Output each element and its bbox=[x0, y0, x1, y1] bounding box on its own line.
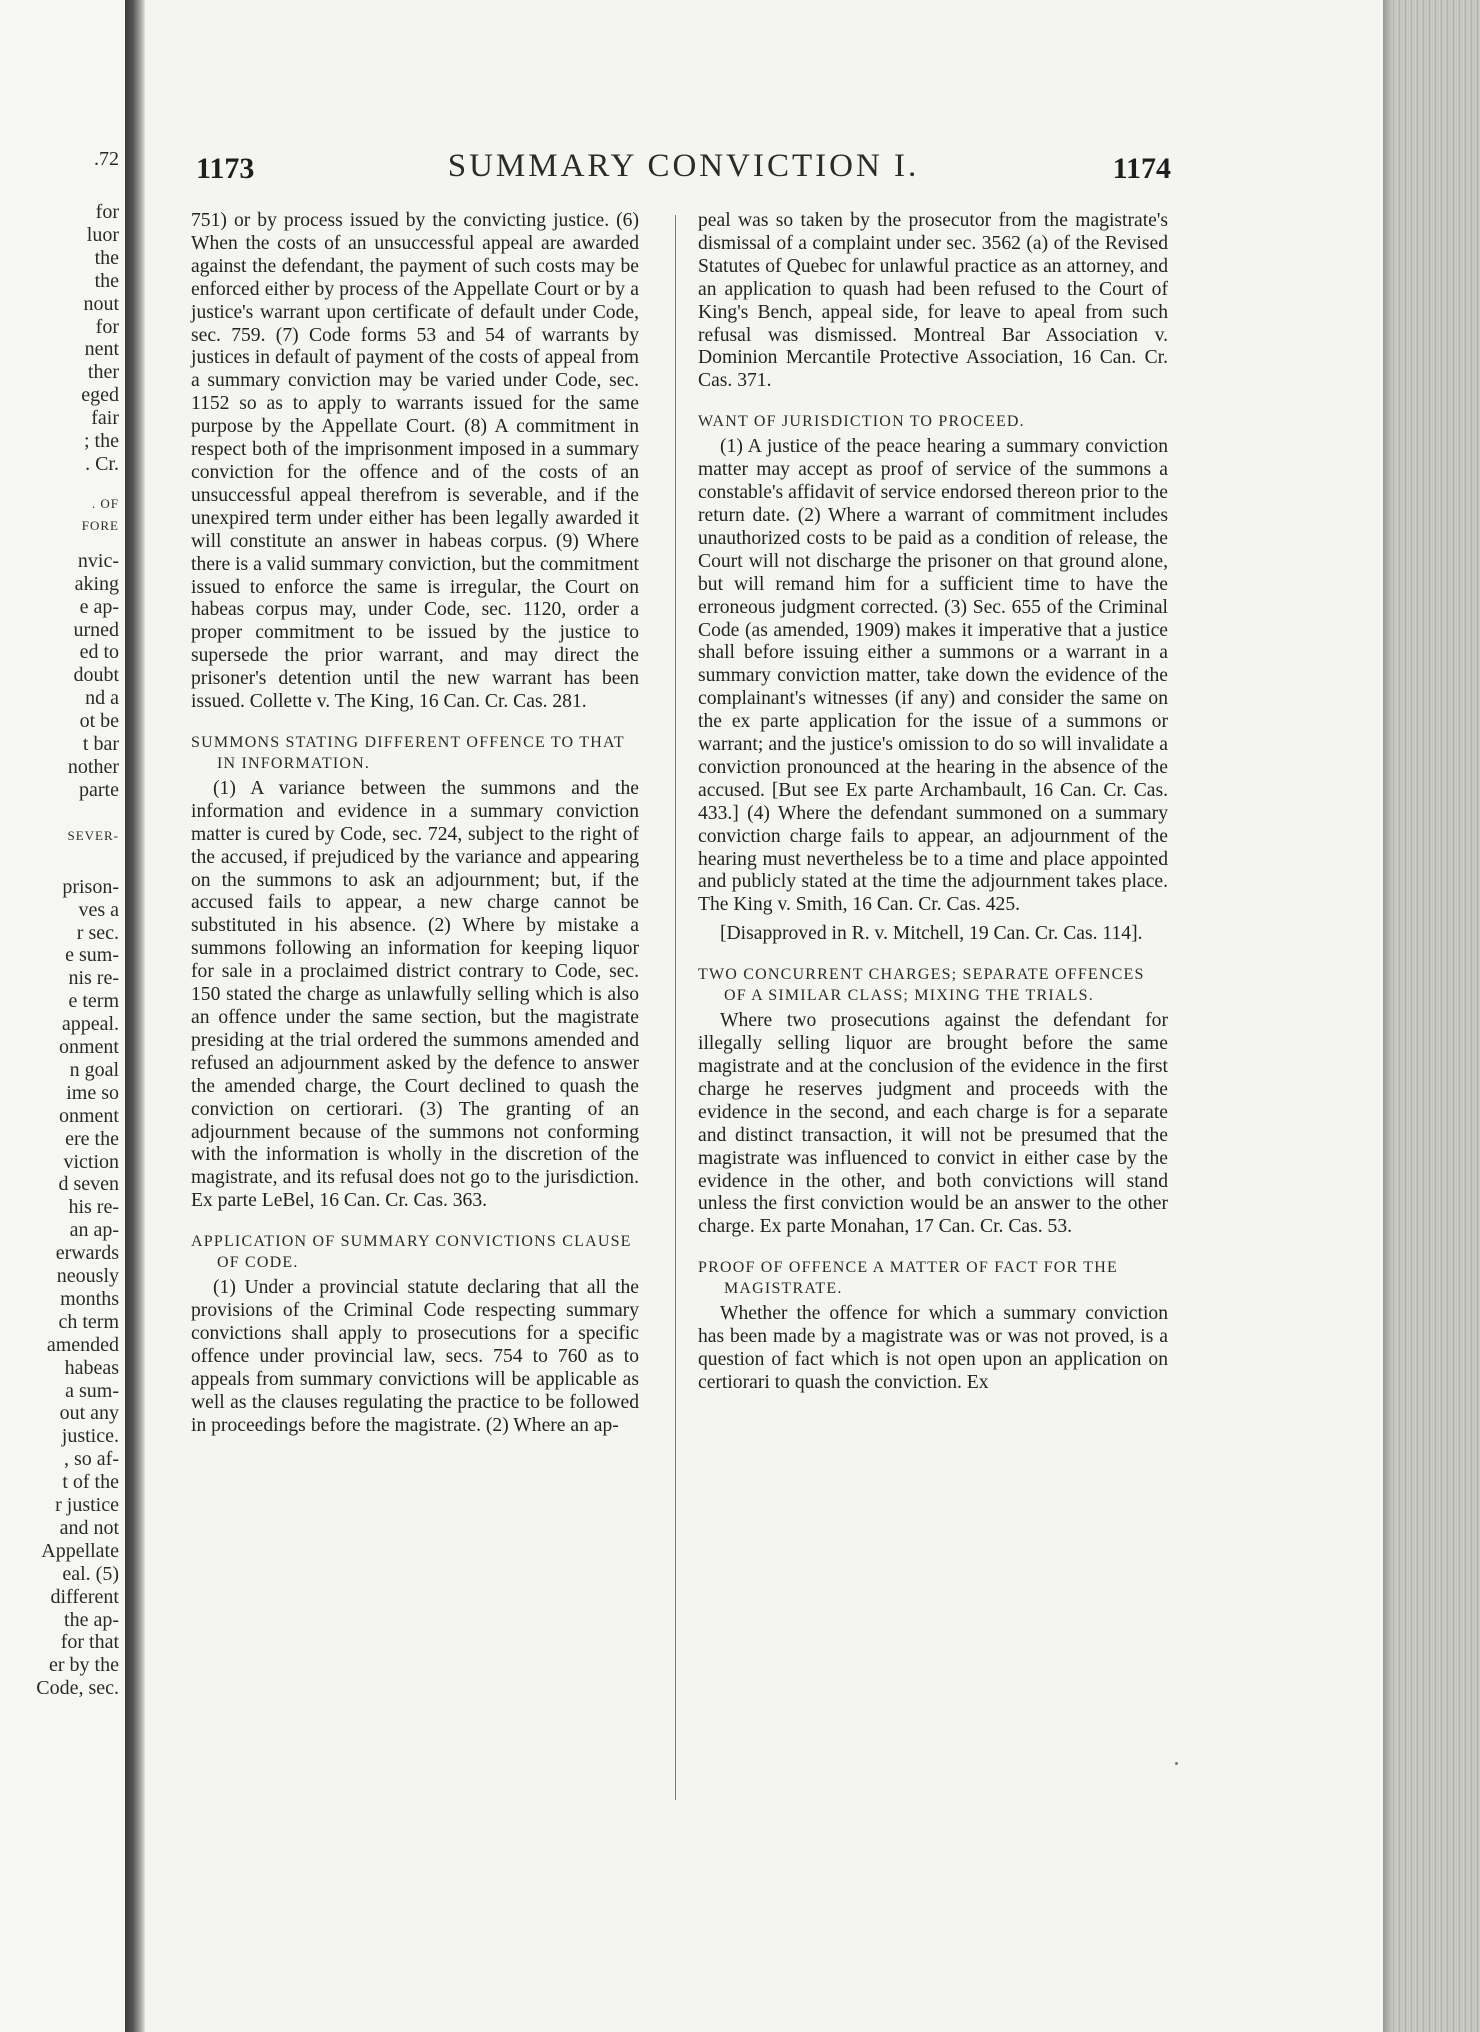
section-heading: APPLICATION OF SUMMARY CONVICTIONS CLAUSE OF CODE. bbox=[191, 1233, 632, 1272]
prev-page-fragment: .72 bbox=[94, 148, 119, 170]
page-number-right: 1174 bbox=[1112, 152, 1171, 185]
prev-page-fragment: nent bbox=[84, 338, 119, 361]
paragraph: (1) Under a provincial statute declaring that all the provisions of the Criminal Code respecting summary convictions shall apply to prosecutions for a specific offence under provincial law, secs. 754 to 760 as to appeals from summary convictions will be applicable as well as the clauses regulating the practice to be followed in proceedings before the magistrate. (2) Where an ap- bbox=[191, 1277, 639, 1436]
prev-page-fragment: his re- bbox=[68, 1196, 119, 1219]
paragraph: (1) A justice of the peace hearing a summary conviction matter may accept as proof of service of the summons a constable's affidavit of service endorsed thereon prior to the return date. (2) Where a warrant of commitment includes unauthorized costs to be paid as a condition of release, the Court will not discharge the prisoner on that ground alone, but will remand him for a sufficient time to have the erroneous judgment corrected. (3) Sec. 655 of the Criminal Code (as amended, 1909) makes it imperative that a justice shall before issuing either a summons or a warrant in a summary conviction matter, take down the evidence of the complainant's witnesses (if any) and consider the same on the ex parte application for the issue of a summons or warrant; and the justice's omission to do so will invalidate a conviction pronounced at the hearing in the absence of the accused. [But see Ex parte Archambault, 16 Can. Cr. Cas. 433.] (4) Where the defendant summoned on a summary conviction charge fails to appear, an adjournment of the hearing must nevertheless be to a time and place appointed and publicly stated at the time the adjournment takes place. The King v. Smith, 16 Can. Cr. Cas. 425. bbox=[698, 436, 1168, 916]
paragraph: (1) A variance between the summons and the information and evidence in a summary conviction matter is cured by Code, sec. 724, subject to the right of the accused, if prejudiced by the variance and appearing on the summons to ask an adjournment; but, if the accused fails to appear, a new charge cannot be substituted in his absence. (2) Where by mistake a summons following an information for keeping liquor for sale in a proclaimed district contrary to Code, sec. 150 stated the charge as unlawfully selling which is also an offence under the same section, but the magistrate presiding at the trial ordered the summons amended and refused an adjournment asked by the defence to answer the amended charge, the Court declined to quash the conviction on certiorari. (3) The granting of an adjournment because of the summons not conforming with the information is wholly in the discretion of the magistrate, and its refusal does not go to the jurisdiction. Ex parte LeBel, 16 Can. Cr. Cas. 363. bbox=[191, 777, 639, 1212]
prev-page-fragment: erwards bbox=[55, 1242, 119, 1265]
prev-page-fragment: d seven bbox=[58, 1173, 119, 1196]
prev-page-fragment: habeas bbox=[64, 1356, 119, 1379]
prev-page-fragment: er by the bbox=[49, 1654, 119, 1677]
prev-page-fragment: e ap- bbox=[79, 595, 119, 618]
page-number-left: 1173 bbox=[196, 152, 255, 185]
column-divider bbox=[675, 215, 676, 1800]
prev-page-fragment: ves a bbox=[78, 898, 119, 921]
prev-page-fragment: , so af- bbox=[64, 1448, 119, 1471]
prev-page-fragment: different bbox=[50, 1585, 119, 1608]
prev-page-fragment: the bbox=[94, 246, 119, 269]
prev-page-fragment: luor bbox=[86, 223, 119, 246]
prev-page-fragment: Code, sec. bbox=[36, 1677, 119, 1700]
prev-page-fragment: the ap- bbox=[64, 1608, 119, 1631]
paragraph: Where two prosecutions against the defendant for illegally selling liquor are brought before the same magistrate and at the conclusion of the evidence in the first charge he reserves judgment and proceeds with the evidence in the second, and each charge is for a separate and distinct transaction, it will not be presumed that the magistrate was influenced to convict in either case by the evidence in the other, and both convictions will stand unless the first conviction would be an answer to the other charge. Ex parte Monahan, 17 Can. Cr. Cas. 53. bbox=[698, 1010, 1168, 1238]
prev-page-fragment: onment bbox=[59, 1036, 119, 1058]
prev-page-fragment: nd a bbox=[85, 687, 119, 710]
prev-page-fragment: the bbox=[94, 269, 119, 292]
section-heading: SUMMONS STATING DIFFERENT OFFENCE TO THAT IN INFORMATION. bbox=[191, 733, 625, 772]
prev-page-fragment: for that bbox=[60, 1631, 119, 1654]
section-heading: PROOF OF OFFENCE A MATTER OF FACT FOR THE MAGISTRATE. bbox=[698, 1259, 1118, 1298]
prev-page-fragment: e term bbox=[68, 990, 119, 1013]
prev-page-fragment: ther bbox=[87, 361, 119, 384]
prev-page-fragment: amended bbox=[46, 1333, 119, 1356]
book-gutter bbox=[125, 0, 145, 2032]
section-heading: WANT OF JURISDICTION TO PROCEED. bbox=[698, 413, 1025, 431]
paragraph: Whether the offence for which a summary conviction has been made by a magistrate was or was not proved, is a question of fact which is not open upon an application on certiorari to quash the conviction. Ex bbox=[698, 1303, 1168, 1393]
prev-page-fragment: neously bbox=[56, 1265, 119, 1287]
page-edges bbox=[1383, 0, 1480, 2032]
prev-page-fragment: out any bbox=[59, 1402, 119, 1425]
right-text-column bbox=[698, 210, 1168, 1395]
prev-page-fragment: onment bbox=[59, 1104, 119, 1127]
paragraph: 751) or by process issued by the convicting justice. (6) When the costs of an unsuccessful appeal are awarded against the defendant, the payment of such costs may be enforced either by process of the Appellate Court or by a justice's warrant upon certificate of default under Code, sec. 759. (7) Code forms 53 and 54 of warrants by justices in default of payment of the costs of appeal from a summary conviction may be varied under Code, sec. 1152 so as to apply to warrants issued for the same purpose by the Appellate Court. (8) A commitment in respect both of the imprisonment imposed in a summary conviction for the offence and of the costs of an unsuccessful appeal therefrom is severable, and if the unexpired term under either has been legally awarded it will constitute an answer in habeas corpus. (9) Where there is a valid summary conviction, but the commitment issued to enforce the same is irregular, the Court on habeas corpus may, under Code, sec. 1120, order a proper commitment to be issued by the justice to supersede the prior warrant, and may direct the prisoner's detention until the new warrant has been issued. Collette v. The King, 16 Can. Cr. Cas. 281. bbox=[191, 210, 639, 713]
prev-page-fragment: FORE bbox=[81, 517, 119, 533]
previous-page-edge bbox=[0, 0, 126, 2032]
prev-page-fragment: months bbox=[60, 1287, 119, 1310]
prev-page-fragment: eged bbox=[81, 384, 119, 407]
prev-page-fragment: fair bbox=[91, 407, 119, 430]
prev-page-fragment: prison- bbox=[62, 875, 119, 898]
section-heading: TWO CONCURRENT CHARGES; SEPARATE OFFENCES OF A SIMILAR CLASS; MIXING THE TRIALS. bbox=[698, 966, 1145, 1005]
running-header bbox=[196, 148, 1171, 198]
prev-page-fragment: for bbox=[95, 201, 119, 223]
prev-page-fragment: SEVER- bbox=[67, 827, 119, 843]
prev-page-fragment: eal. (5) bbox=[62, 1562, 119, 1585]
prev-page-fragment: and not bbox=[59, 1516, 119, 1539]
paragraph: peal was so taken by the prosecutor from the magistrate's dismissal of a complaint under sec. 3562 (a) of the Revised Statutes of Quebec for unlawful practice as an attorney, and an application to quash had been refused to the Court of King's Bench, appeal side, for leave to apeal from such refusal was dismissed. Montreal Bar Association v. Dominion Mercantile Protective Association, 16 Can. Cr. Cas. 371. bbox=[698, 210, 1168, 392]
prev-page-fragment: . Cr. bbox=[85, 452, 119, 475]
prev-page-fragment: ed to bbox=[79, 641, 119, 664]
prev-page-fragment: nother bbox=[67, 755, 119, 778]
paragraph: [Disapproved in R. v. Mitchell, 19 Can. Cr. Cas. 114]. bbox=[720, 923, 1143, 945]
prev-page-fragment: e sum- bbox=[65, 944, 119, 967]
prev-page-fragment: viction bbox=[63, 1150, 119, 1173]
prev-page-fragment: ot be bbox=[79, 710, 119, 733]
prev-page-fragment: nvic- bbox=[77, 549, 119, 572]
prev-page-fragment: parte bbox=[79, 778, 119, 801]
running-title: SUMMARY CONVICTION I. bbox=[447, 148, 920, 184]
prev-page-fragment: n goal bbox=[69, 1058, 119, 1081]
prev-page-fragment: doubt bbox=[73, 664, 119, 687]
prev-page-fragment: an ap- bbox=[69, 1219, 119, 1242]
prev-page-fragment: aking bbox=[74, 572, 119, 595]
prev-page-fragment: r sec. bbox=[76, 921, 119, 944]
prev-page-fragment: t bar bbox=[82, 733, 119, 755]
prev-page-fragment: urned bbox=[73, 618, 119, 641]
prev-page-fragment: a sum- bbox=[65, 1379, 119, 1402]
prev-page-fragment: nis re- bbox=[68, 967, 119, 990]
prev-page-fragment: appeal. bbox=[61, 1013, 119, 1036]
prev-page-fragment: ch term bbox=[58, 1310, 119, 1333]
prev-page-fragment: nout bbox=[83, 292, 119, 315]
prev-page-fragment: r justice bbox=[55, 1494, 119, 1516]
prev-page-fragment: ime so bbox=[66, 1081, 119, 1104]
prev-page-fragment: justice. bbox=[61, 1425, 119, 1448]
prev-page-fragment: . OF bbox=[91, 495, 119, 511]
left-text-column bbox=[191, 210, 639, 1438]
prev-page-fragment: t of the bbox=[62, 1471, 119, 1494]
prev-page-fragment: ; the bbox=[84, 430, 119, 452]
prev-page-fragment: for bbox=[95, 315, 119, 338]
prev-page-fragment: Appellate bbox=[41, 1539, 119, 1562]
ink-speck bbox=[1175, 1762, 1178, 1765]
prev-page-fragment: ere the bbox=[65, 1127, 119, 1150]
